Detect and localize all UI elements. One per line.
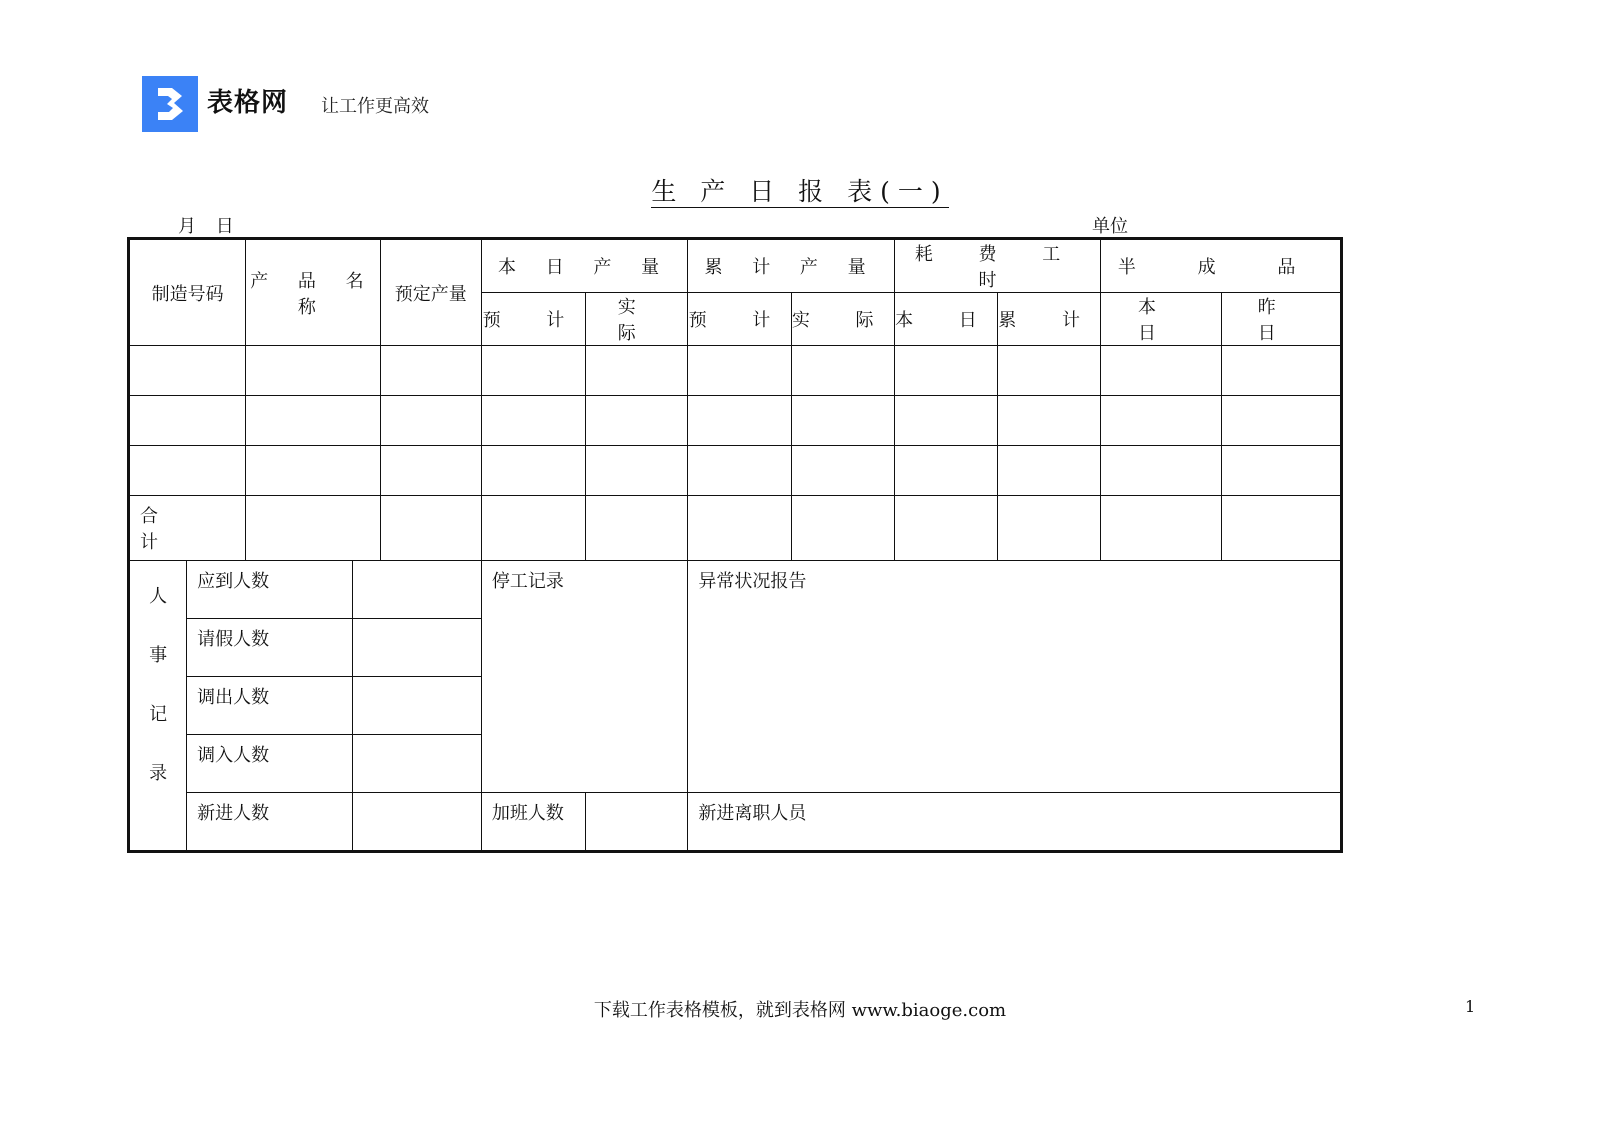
- sub-hours-today: 本 日: [894, 293, 997, 346]
- production-report-table: [127, 237, 1343, 853]
- cell-today-planned[interactable]: [481, 396, 585, 446]
- sub-planned-cum: 预 计: [688, 293, 791, 346]
- cell-cum-planned[interactable]: [688, 396, 791, 446]
- cell-today-actual[interactable]: [586, 396, 688, 446]
- header-code: 制造号码: [129, 239, 246, 346]
- table-row: [129, 446, 1342, 496]
- label-new-hires-count: 新进人数: [187, 793, 352, 852]
- label-expected-count: 应到人数: [187, 561, 352, 619]
- header-semi-finished: 半 成 品: [1101, 239, 1342, 293]
- table-row: [129, 396, 1342, 446]
- cell-hours-today[interactable]: [894, 446, 997, 496]
- value-expected-count[interactable]: [352, 561, 481, 619]
- cell-total-planned-output[interactable]: [380, 496, 481, 561]
- cell-cum-planned[interactable]: [688, 346, 791, 396]
- cell-hours-today[interactable]: [894, 396, 997, 446]
- cell-total-semi-yesterday[interactable]: [1221, 496, 1341, 561]
- header-hours: 耗 费 工 时: [894, 239, 1100, 293]
- personnel-row-expected: [129, 561, 1342, 619]
- value-transfer-out-count[interactable]: [352, 677, 481, 735]
- label-transfer-in-count: 调入人数: [187, 735, 352, 793]
- cell-semi-yesterday[interactable]: [1221, 446, 1341, 496]
- sub-actual-cum: 实 际: [791, 293, 894, 346]
- cell-total-semi-today[interactable]: [1101, 496, 1221, 561]
- cell-total-cum-planned[interactable]: [688, 496, 791, 561]
- sub-actual: 实 际: [586, 293, 688, 346]
- label-transfer-out-count: 调出人数: [187, 677, 352, 735]
- page-number: 1: [1465, 997, 1476, 1016]
- value-new-hires-count[interactable]: [352, 793, 481, 852]
- cell-cum-actual[interactable]: [791, 396, 894, 446]
- cell-code[interactable]: [129, 396, 246, 446]
- total-row: [129, 496, 1342, 561]
- header-today-output: 本 日 产 量: [481, 239, 688, 293]
- cell-cum-planned[interactable]: [688, 446, 791, 496]
- cell-total-today-planned[interactable]: [481, 496, 585, 561]
- cell-hours-cum[interactable]: [998, 396, 1101, 446]
- brand-logo: [142, 76, 198, 132]
- cell-cum-actual[interactable]: [791, 446, 894, 496]
- sub-semi-today: 本 日: [1101, 293, 1221, 346]
- sub-planned: 预 计: [481, 293, 585, 346]
- sub-semi-yesterday: 昨 日: [1221, 293, 1341, 346]
- cell-hours-cum[interactable]: [998, 346, 1101, 396]
- sub-hours-cum: 累 计: [998, 293, 1101, 346]
- header-product-name: 产 品 名 称: [246, 239, 380, 346]
- cell-code[interactable]: [129, 446, 246, 496]
- personnel-char: 事: [149, 645, 168, 666]
- cell-product-name[interactable]: [246, 446, 380, 496]
- cell-semi-yesterday[interactable]: [1221, 396, 1341, 446]
- brand-name: 表格网: [207, 88, 289, 118]
- cell-planned-output[interactable]: [380, 396, 481, 446]
- cell-semi-yesterday[interactable]: [1221, 346, 1341, 396]
- cell-today-actual[interactable]: [586, 346, 688, 396]
- cell-product-name[interactable]: [246, 346, 380, 396]
- cell-today-planned[interactable]: [481, 446, 585, 496]
- cell-hours-cum[interactable]: [998, 446, 1101, 496]
- cell-cum-actual[interactable]: [791, 346, 894, 396]
- personnel-char: 记: [149, 704, 168, 725]
- label-overtime-count: 加班人数: [481, 793, 585, 852]
- cell-total-hours-today[interactable]: [894, 496, 997, 561]
- header-planned-output: 预定产量: [380, 239, 481, 346]
- cell-hours-today[interactable]: [894, 346, 997, 396]
- header-row-1: [129, 239, 1342, 293]
- label-leave-count: 请假人数: [187, 619, 352, 677]
- brand-slogan: 让工作更高效: [321, 96, 429, 117]
- cell-semi-today[interactable]: [1101, 446, 1221, 496]
- cell-semi-today[interactable]: [1101, 396, 1221, 446]
- cell-total-product[interactable]: [246, 496, 380, 561]
- document-title-text: 生 产 日 报 表(一): [651, 177, 949, 206]
- cell-today-actual[interactable]: [586, 446, 688, 496]
- cell-today-planned[interactable]: [481, 346, 585, 396]
- abnormal-report[interactable]: 异常状况报告: [688, 561, 1342, 793]
- footer-text: 下载工作表格模板，就到表格网 www.biaoge.com: [593, 1000, 1007, 1021]
- value-transfer-in-count[interactable]: [352, 735, 481, 793]
- value-leave-count[interactable]: [352, 619, 481, 677]
- personnel-row-new-hires: [129, 793, 1342, 852]
- cell-product-name[interactable]: [246, 396, 380, 446]
- personnel-char: 人: [149, 586, 168, 607]
- cell-planned-output[interactable]: [380, 346, 481, 396]
- unit-label: 单位: [1092, 216, 1128, 237]
- new-leaving-staff[interactable]: 新进离职人员: [688, 793, 1342, 852]
- cell-total-today-actual[interactable]: [586, 496, 688, 561]
- personnel-section-label: [129, 561, 187, 852]
- cell-code[interactable]: [129, 346, 246, 396]
- date-label: 月 日: [178, 216, 234, 237]
- header-cumulative-output: 累 计 产 量: [688, 239, 894, 293]
- value-overtime-count[interactable]: [586, 793, 688, 852]
- table-row: [129, 346, 1342, 396]
- cell-total-cum-actual[interactable]: [791, 496, 894, 561]
- cell-planned-output[interactable]: [380, 446, 481, 496]
- document-title: [0, 172, 1600, 208]
- personnel-char: 录: [149, 763, 168, 784]
- cell-semi-today[interactable]: [1101, 346, 1221, 396]
- total-label: 合 计: [129, 496, 246, 561]
- cell-total-hours-cum[interactable]: [998, 496, 1101, 561]
- stoppage-record[interactable]: 停工记录: [481, 561, 688, 793]
